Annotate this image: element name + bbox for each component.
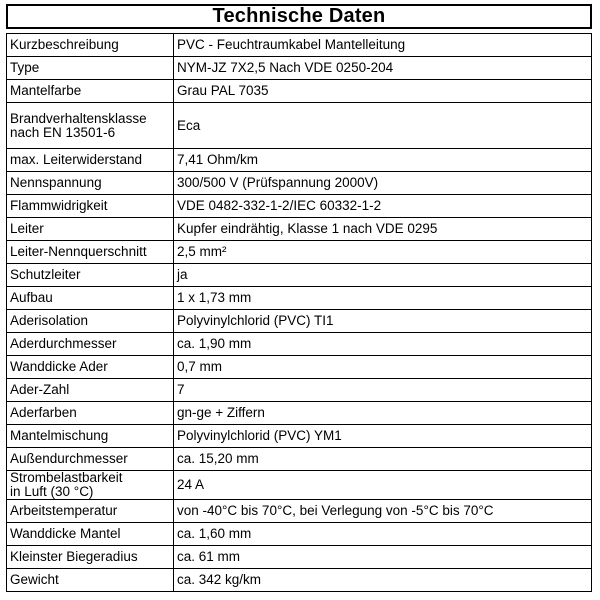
table-row [7, 523, 592, 546]
table-row [7, 195, 592, 218]
table-row [7, 471, 592, 500]
table-row [7, 34, 592, 57]
table-row [7, 379, 592, 402]
table-row [7, 333, 592, 356]
row-label: Arbeitstemperatur [7, 500, 174, 523]
row-value: 0,7 mm [174, 356, 592, 379]
row-value: ca. 342 kg/km [174, 569, 592, 592]
row-value: Grau PAL 7035 [174, 80, 592, 103]
row-value: 7 [174, 379, 592, 402]
table-row [7, 310, 592, 333]
row-label: Schutzleiter [7, 264, 174, 287]
row-label: Ader-Zahl [7, 379, 174, 402]
table-row [7, 500, 592, 523]
row-label: Gewicht [7, 569, 174, 592]
row-value: von -40°C bis 70°C, bei Verlegung von -5°C bis 70°C [174, 500, 592, 523]
row-value: 300/500 V (Prüfspannung 2000V) [174, 172, 592, 195]
row-label: Wanddicke Mantel [7, 523, 174, 546]
title-box [6, 4, 592, 29]
row-value: ca. 61 mm [174, 546, 592, 569]
table-row [7, 264, 592, 287]
table-row [7, 425, 592, 448]
row-value: ca. 1,90 mm [174, 333, 592, 356]
datasheet [6, 4, 592, 592]
spec-table [6, 33, 592, 592]
table-row [7, 80, 592, 103]
row-label: Nennspannung [7, 172, 174, 195]
table-row [7, 287, 592, 310]
row-label: Flammwidrigkeit [7, 195, 174, 218]
row-value: Polyvinylchlorid (PVC) YM1 [174, 425, 592, 448]
row-label: Aufbau [7, 287, 174, 310]
row-value: NYM-JZ 7X2,5 Nach VDE 0250-204 [174, 57, 592, 80]
row-value: Kupfer eindrähtig, Klasse 1 nach VDE 0295 [174, 218, 592, 241]
row-label: Aderfarben [7, 402, 174, 425]
row-label: max. Leiterwiderstand [7, 149, 174, 172]
table-row [7, 103, 592, 149]
row-value: 7,41 Ohm/km [174, 149, 592, 172]
row-label: Mantelfarbe [7, 80, 174, 103]
table-row [7, 149, 592, 172]
row-value: 2,5 mm² [174, 241, 592, 264]
row-label: Kurzbeschreibung [7, 34, 174, 57]
table-row [7, 356, 592, 379]
row-label: Leiter [7, 218, 174, 241]
row-label: Brandverhaltensklasse nach EN 13501-6 [7, 103, 174, 149]
row-value: 24 A [174, 471, 592, 500]
row-label: Leiter-Nennquerschnitt [7, 241, 174, 264]
row-value: gn-ge + Ziffern [174, 402, 592, 425]
row-value: 1 x 1,73 mm [174, 287, 592, 310]
table-row [7, 569, 592, 592]
table-row [7, 402, 592, 425]
row-value: Eca [174, 103, 592, 149]
row-label: Außendurchmesser [7, 448, 174, 471]
row-value: PVC - Feuchtraumkabel Mantelleitung [174, 34, 592, 57]
table-row [7, 241, 592, 264]
row-value: ca. 1,60 mm [174, 523, 592, 546]
row-value: ja [174, 264, 592, 287]
table-row [7, 172, 592, 195]
row-label: Aderisolation [7, 310, 174, 333]
row-value: ca. 15,20 mm [174, 448, 592, 471]
row-value: VDE 0482-332-1-2/IEC 60332-1-2 [174, 195, 592, 218]
table-row [7, 57, 592, 80]
table-row [7, 546, 592, 569]
page-title: Technische Daten [212, 5, 386, 27]
row-value: Polyvinylchlorid (PVC) TI1 [174, 310, 592, 333]
table-row [7, 218, 592, 241]
row-label: Kleinster Biegeradius [7, 546, 174, 569]
row-label: Wanddicke Ader [7, 356, 174, 379]
row-label: Type [7, 57, 174, 80]
row-label: Aderdurchmesser [7, 333, 174, 356]
row-label: Mantelmischung [7, 425, 174, 448]
table-row [7, 448, 592, 471]
row-label: Strombelastbarkeit in Luft (30 °C) [7, 471, 174, 500]
